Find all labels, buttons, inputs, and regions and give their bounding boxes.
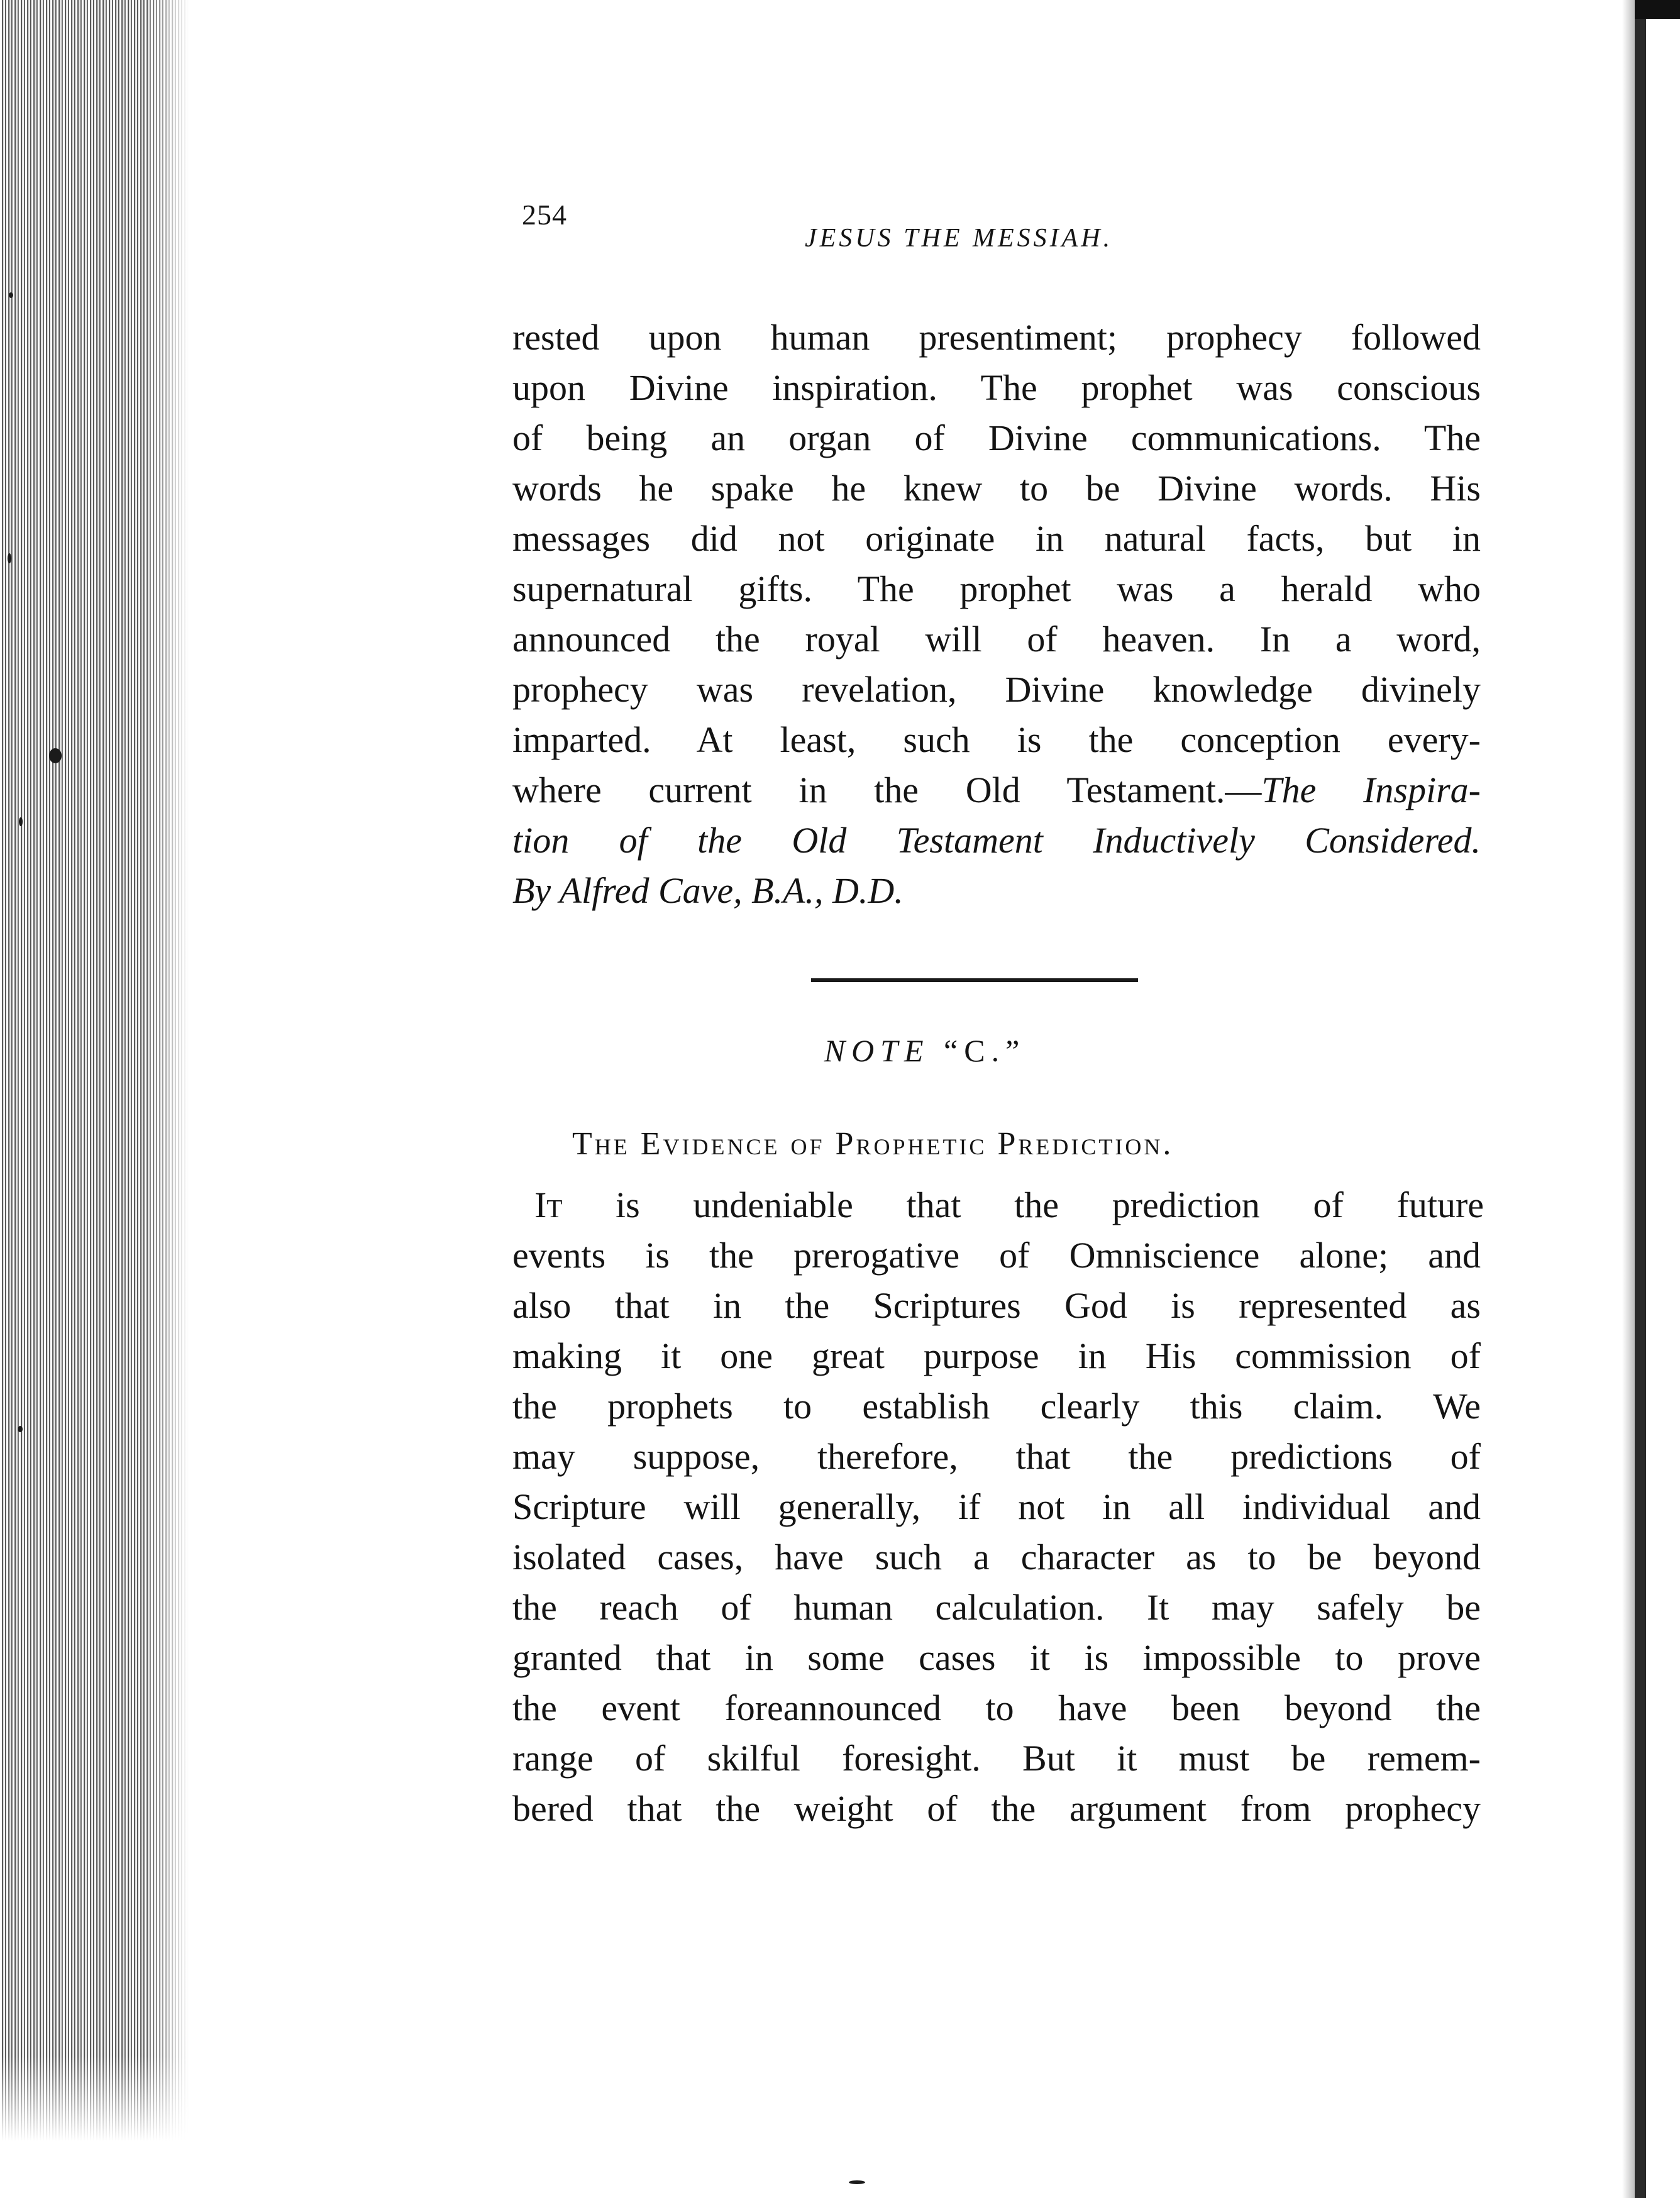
text-line-lead: where current in the Old Testament.—: [512, 770, 1262, 810]
gutter-shadow: [1622, 0, 1635, 2198]
text-line: the reach of human calculation. It may safely be: [512, 1587, 1481, 1628]
scan-speck: [49, 748, 62, 763]
text-line: rested upon human presentiment; prophecy followed: [512, 317, 1481, 358]
text-line: Scripture will generally, if not in all individual and: [512, 1486, 1481, 1527]
citation-author: By Alfred Cave, B.A., D.D.: [512, 870, 904, 911]
opening-word: It: [534, 1185, 563, 1225]
scan-speck: [18, 1426, 23, 1432]
text-line: of being an organ of Divine communications. The: [512, 417, 1481, 458]
page-number: 254: [522, 199, 567, 231]
binding-edge-top: [1635, 0, 1680, 19]
text-line: also that in the Scriptures God is represented as: [512, 1285, 1481, 1326]
scan-speck: [8, 553, 11, 563]
text-line-rest: is undeniable that the prediction of future: [562, 1185, 1484, 1225]
section-divider: [811, 978, 1138, 982]
fore-edge-bottom-shading: [0, 2056, 189, 2198]
text-line: range of skilful foresight. But it must be remem-: [512, 1738, 1481, 1779]
scan-speck: [849, 2180, 865, 2184]
text-line: words he spake he knew to be Divine words. His: [512, 468, 1481, 509]
scan-speck: [9, 292, 13, 298]
text-line: announced the royal will of heaven. In a word,: [512, 619, 1481, 660]
text-line: events is the prerogative of Omniscience alone; and: [512, 1235, 1481, 1276]
text-line: bered that the weight of the argument from prophecy: [512, 1788, 1481, 1829]
text-line: messages did not originate in natural facts, but in: [512, 518, 1481, 559]
text-line: upon Divine inspiration. The prophet was conscious: [512, 367, 1481, 408]
text-line: imparted. At least, such is the conception every-: [512, 719, 1481, 760]
text-line: supernatural gifts. The prophet was a herald who: [512, 568, 1481, 609]
text-line: prophecy was revelation, Divine knowledge divinely: [512, 669, 1481, 710]
text-line: the prophets to establish clearly this claim. We: [512, 1386, 1481, 1427]
running-title: JESUS THE MESSIAH.: [805, 224, 1114, 253]
citation-title-start: The Inspira-: [1261, 770, 1481, 810]
note-heading: [0, 1032, 1680, 1069]
citation-title: tion of the Old Testament Inductively Considered.: [512, 820, 1481, 861]
text-line: making it one great purpose in His commission of: [512, 1335, 1481, 1376]
text-line: the event foreannounced to have been beyond the: [512, 1687, 1481, 1728]
scan-speck: [19, 817, 23, 826]
text-line: isolated cases, have such a character as to be beyond: [512, 1537, 1481, 1577]
fore-edge-shading: [145, 0, 189, 2198]
text-line: granted that in some cases it is impossible to prove: [512, 1637, 1481, 1678]
binding-edge: [1635, 0, 1646, 2198]
text-line-with-citation: [512, 767, 1481, 814]
opening-line: [534, 1182, 1484, 1229]
section-title: The Evidence of Prophetic Prediction.: [572, 1126, 1174, 1162]
text-line: may suppose, therefore, that the predictions of: [512, 1436, 1481, 1477]
note-label: NOTE: [824, 1033, 930, 1068]
note-letter: “C.”: [944, 1033, 1026, 1068]
